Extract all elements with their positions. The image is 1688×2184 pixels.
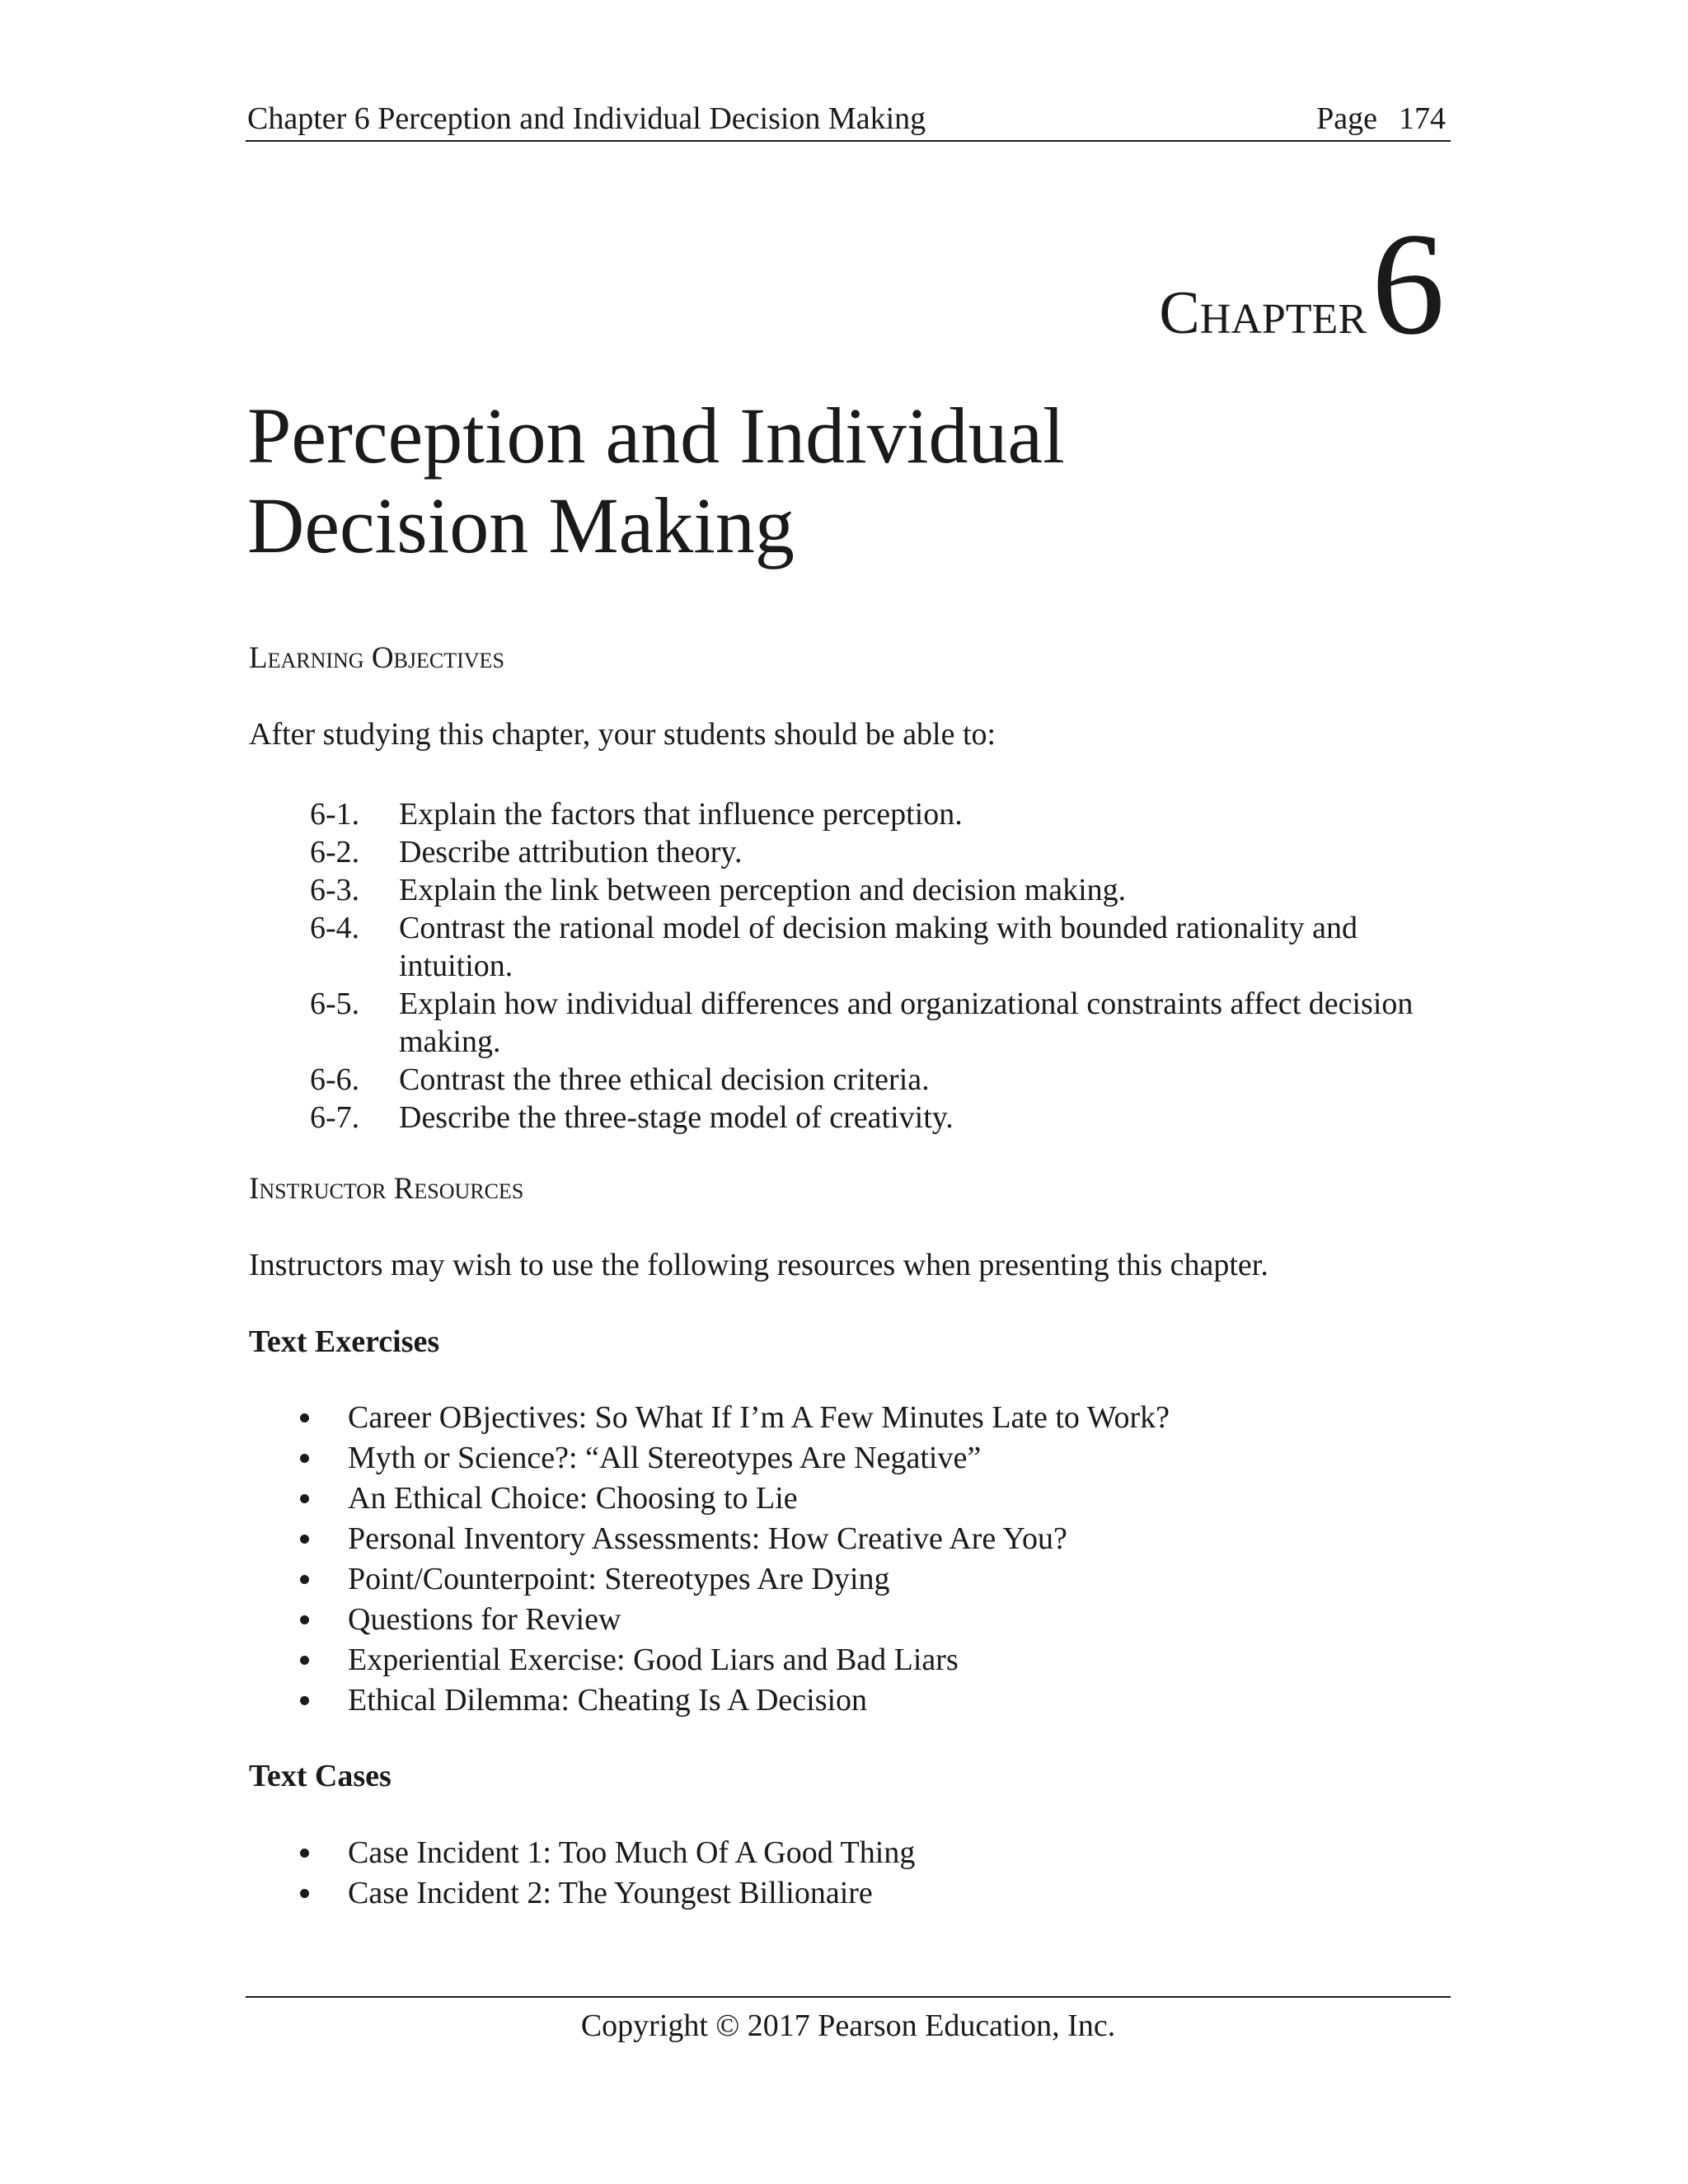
objective-item [310,909,1447,985]
bullet-icon [297,1833,348,1873]
bullet-icon [297,1398,348,1438]
exercise-text: Personal Inventory Assessments: How Creative Are You? [348,1521,1067,1556]
objective-number: 6-5. [310,987,360,1021]
chapter-marker [1159,202,1445,365]
objective-text: Contrast the rational model of decision making with bounded rationality and intuition. [399,911,1357,983]
text-cases-list [297,1833,1434,1914]
text-exercises-heading: Text Exercises [249,1324,440,1359]
exercise-text: An Ethical Choice: Choosing to Lie [348,1481,798,1516]
exercise-text: Experiential Exercise: Good Liars and Bad Liars [348,1643,959,1677]
footer-rule [246,1996,1451,1998]
exercise-text: Questions for Review [348,1602,621,1637]
header-title: Chapter 6 Perception and Individual Decision Making [247,101,926,136]
bullet-icon [297,1680,348,1721]
objective-text: Explain the factors that influence perception. [399,797,963,832]
objective-item [310,985,1447,1061]
list-item [297,1559,1434,1600]
page-number: 174 [1399,101,1446,136]
objective-number: 6-2. [310,835,360,869]
objective-text: Explain how individual differences and organizational constraints affect decision making. [399,987,1414,1059]
list-item [297,1833,1434,1873]
objective-number: 6-4. [310,911,360,945]
chapter-title [247,391,1401,570]
objective-text: Explain the link between perception and decision making. [399,873,1127,907]
chapter-number: 6 [1372,202,1445,365]
learning-objectives-intro: After studying this chapter, your students should be able to: [249,717,996,752]
bullet-icon [297,1873,348,1914]
footer-copyright: Copyright © 2017 Pearson Education, Inc. [580,2008,1116,2043]
list-item [297,1438,1434,1479]
header-page [1316,97,1446,140]
instructor-resources-heading: Instructor Resources [249,1172,524,1206]
objective-item [310,1099,1447,1137]
bullet-icon [297,1519,348,1559]
bullet-icon [297,1559,348,1600]
bullet-icon [297,1640,348,1680]
objective-text: Describe attribution theory. [399,835,743,869]
objective-item [310,1061,1447,1099]
case-text: Case Incident 2: The Youngest Billionaire [348,1876,873,1910]
objective-text: Describe the three-stage model of creativity. [399,1100,954,1135]
chapter-word: Chapter [1159,279,1367,347]
list-item [297,1519,1434,1559]
text-cases-heading: Text Cases [249,1759,392,1793]
page-label: Page [1316,101,1377,136]
chapter-title-line-1: Perception and Individual [247,391,1065,480]
objective-item [310,833,1447,871]
objective-number: 6-7. [310,1100,360,1135]
objective-number: 6-3. [310,873,360,907]
objective-text: Contrast the three ethical decision criteria. [399,1062,930,1097]
learning-objectives-heading: Learning Objectives [249,641,504,675]
exercise-text: Career OBjectives: So What If I’m A Few Minutes Late to Work? [348,1400,1170,1435]
list-item [297,1479,1434,1519]
list-item [297,1680,1434,1721]
learning-objectives-list [310,795,1447,1137]
objective-item [310,871,1447,909]
text-exercises-list [297,1398,1434,1721]
exercise-text: Ethical Dilemma: Cheating Is A Decision [348,1683,868,1718]
exercise-text: Point/Counterpoint: Stereotypes Are Dying [348,1562,890,1596]
list-item [297,1640,1434,1680]
objective-item [310,795,1447,833]
chapter-title-line-2: Decision Making [247,481,795,569]
list-item [297,1600,1434,1640]
running-header [246,97,1451,142]
exercise-text: Myth or Science?: “All Stereotypes Are Negative” [348,1441,982,1475]
bullet-icon [297,1479,348,1519]
list-item [297,1873,1434,1914]
bullet-icon [297,1438,348,1479]
objective-number: 6-6. [310,1062,360,1097]
case-text: Case Incident 1: Too Much Of A Good Thing [348,1835,916,1870]
list-item [297,1398,1434,1438]
instructor-resources-intro: Instructors may wish to use the following resources when presenting this chapter. [249,1248,1268,1282]
objective-number: 6-1. [310,797,360,832]
bullet-icon [297,1600,348,1640]
